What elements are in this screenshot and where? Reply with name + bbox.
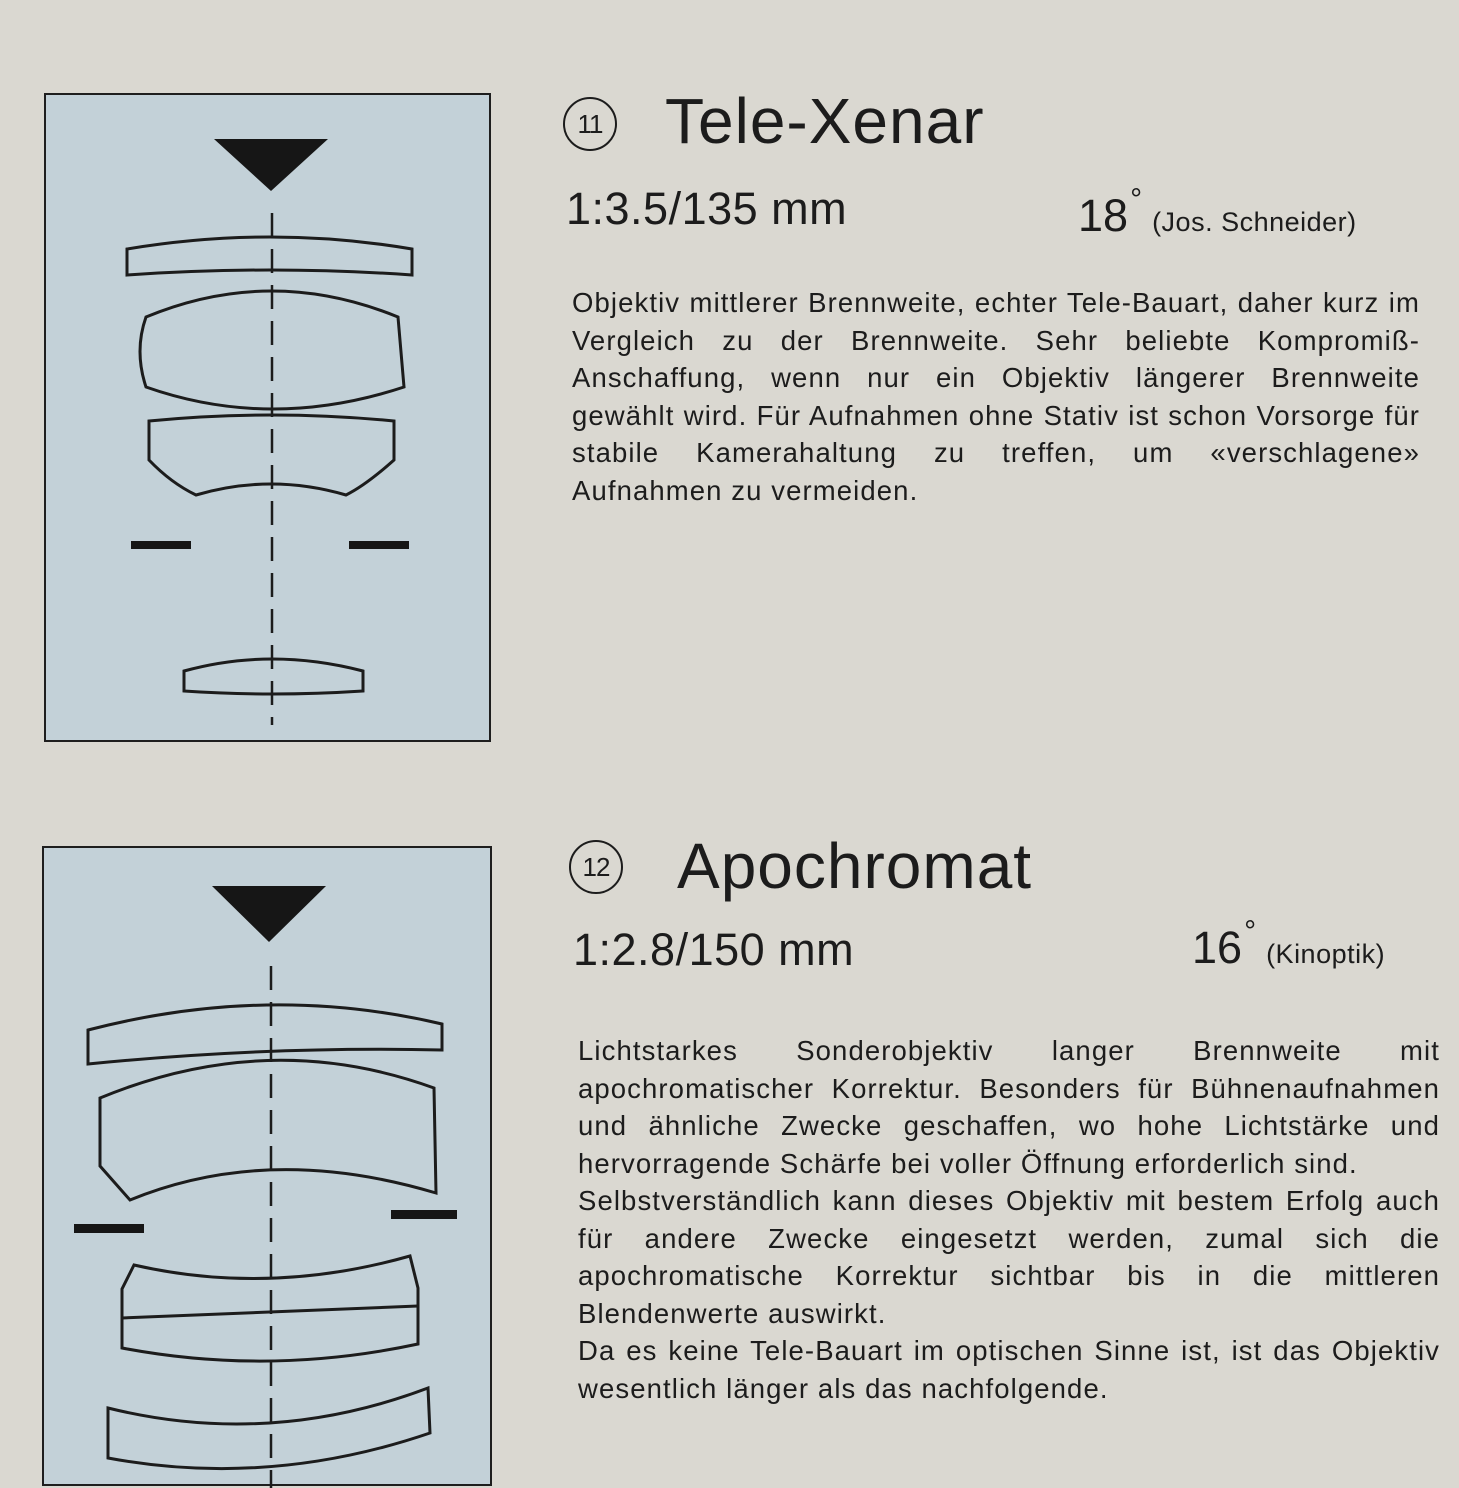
- description-paragraph: Lichtstarkes Sonderobjektiv langer Brennweite mit apochromatischer Korrektur. Besonders für Bühnenaufnahmen und ähnliche Zwecke geschaffen, wo hohe Lichtstärke und hervorragende Schärfe bei voller Öffnung erforderlich sind.: [578, 1035, 1440, 1179]
- light-direction-arrow-icon: [212, 886, 326, 942]
- light-direction-arrow-icon: [214, 139, 328, 191]
- lens-element-1: [127, 237, 412, 275]
- field-angle: [1078, 183, 1357, 242]
- lens-description: [578, 1032, 1440, 1407]
- lens-diagram-tele-xenar: [44, 93, 491, 742]
- lens-maker: (Jos. Schneider): [1152, 207, 1357, 237]
- lens-element-4: [184, 659, 363, 694]
- lens-element-1: [88, 1005, 442, 1064]
- description-paragraph: Selbstverständlich kann dieses Objektiv mit bestem Erfolg auch für andere Zwecke eingesetzt werden, zumal sich die apochromatische Korrektur sichtbar bis in die mittleren Blendenwerte auswirkt.: [578, 1185, 1440, 1329]
- lens-element-3: [149, 415, 394, 495]
- description-paragraph: Da es keine Tele-Bauart im optischen Sinne ist, ist das Objektiv wesentlich länger als das nachfolgende.: [578, 1335, 1440, 1404]
- lens-element-4: [108, 1388, 430, 1469]
- lens-description: [572, 284, 1420, 509]
- lens-spec: 1:3.5/135 mm: [566, 183, 848, 234]
- aperture-stop-right: [391, 1210, 457, 1219]
- angle-value: 16: [1192, 922, 1243, 973]
- lens-maker: (Kinoptik): [1266, 939, 1386, 969]
- aperture-stop-left: [74, 1224, 144, 1233]
- degree-symbol: °: [1130, 183, 1143, 216]
- description-paragraph: Objektiv mittlerer Brennweite, echter Tele-Bauart, daher kurz im Vergleich zu der Brennweite. Sehr beliebte Kompromiß-Anschaffung, wenn nur ein Objektiv längerer Brennweite gewählt wird. Für Aufnahmen ohne Stativ ist schon Vorsorge für stabile Kamerahaltung zu treffen, um «verschlagene» Aufnahmen zu vermeiden.: [572, 287, 1420, 506]
- aperture-stop-right: [349, 541, 409, 549]
- lens-element-2: [100, 1060, 436, 1200]
- lens-cross-section-svg: [46, 95, 493, 744]
- lens-number-badge: 11: [563, 97, 617, 151]
- degree-symbol: °: [1244, 915, 1257, 948]
- lens-name: Tele-Xenar: [665, 85, 985, 157]
- lens-cross-section-svg: [44, 848, 494, 1488]
- lens-spec: 1:2.8/150 mm: [573, 924, 855, 975]
- angle-value: 18: [1078, 190, 1129, 241]
- lens-diagram-apochromat: [42, 846, 492, 1486]
- field-angle: [1192, 915, 1385, 974]
- lens-name: Apochromat: [677, 830, 1033, 902]
- lens-number-badge: 12: [569, 840, 623, 894]
- aperture-stop-left: [131, 541, 191, 549]
